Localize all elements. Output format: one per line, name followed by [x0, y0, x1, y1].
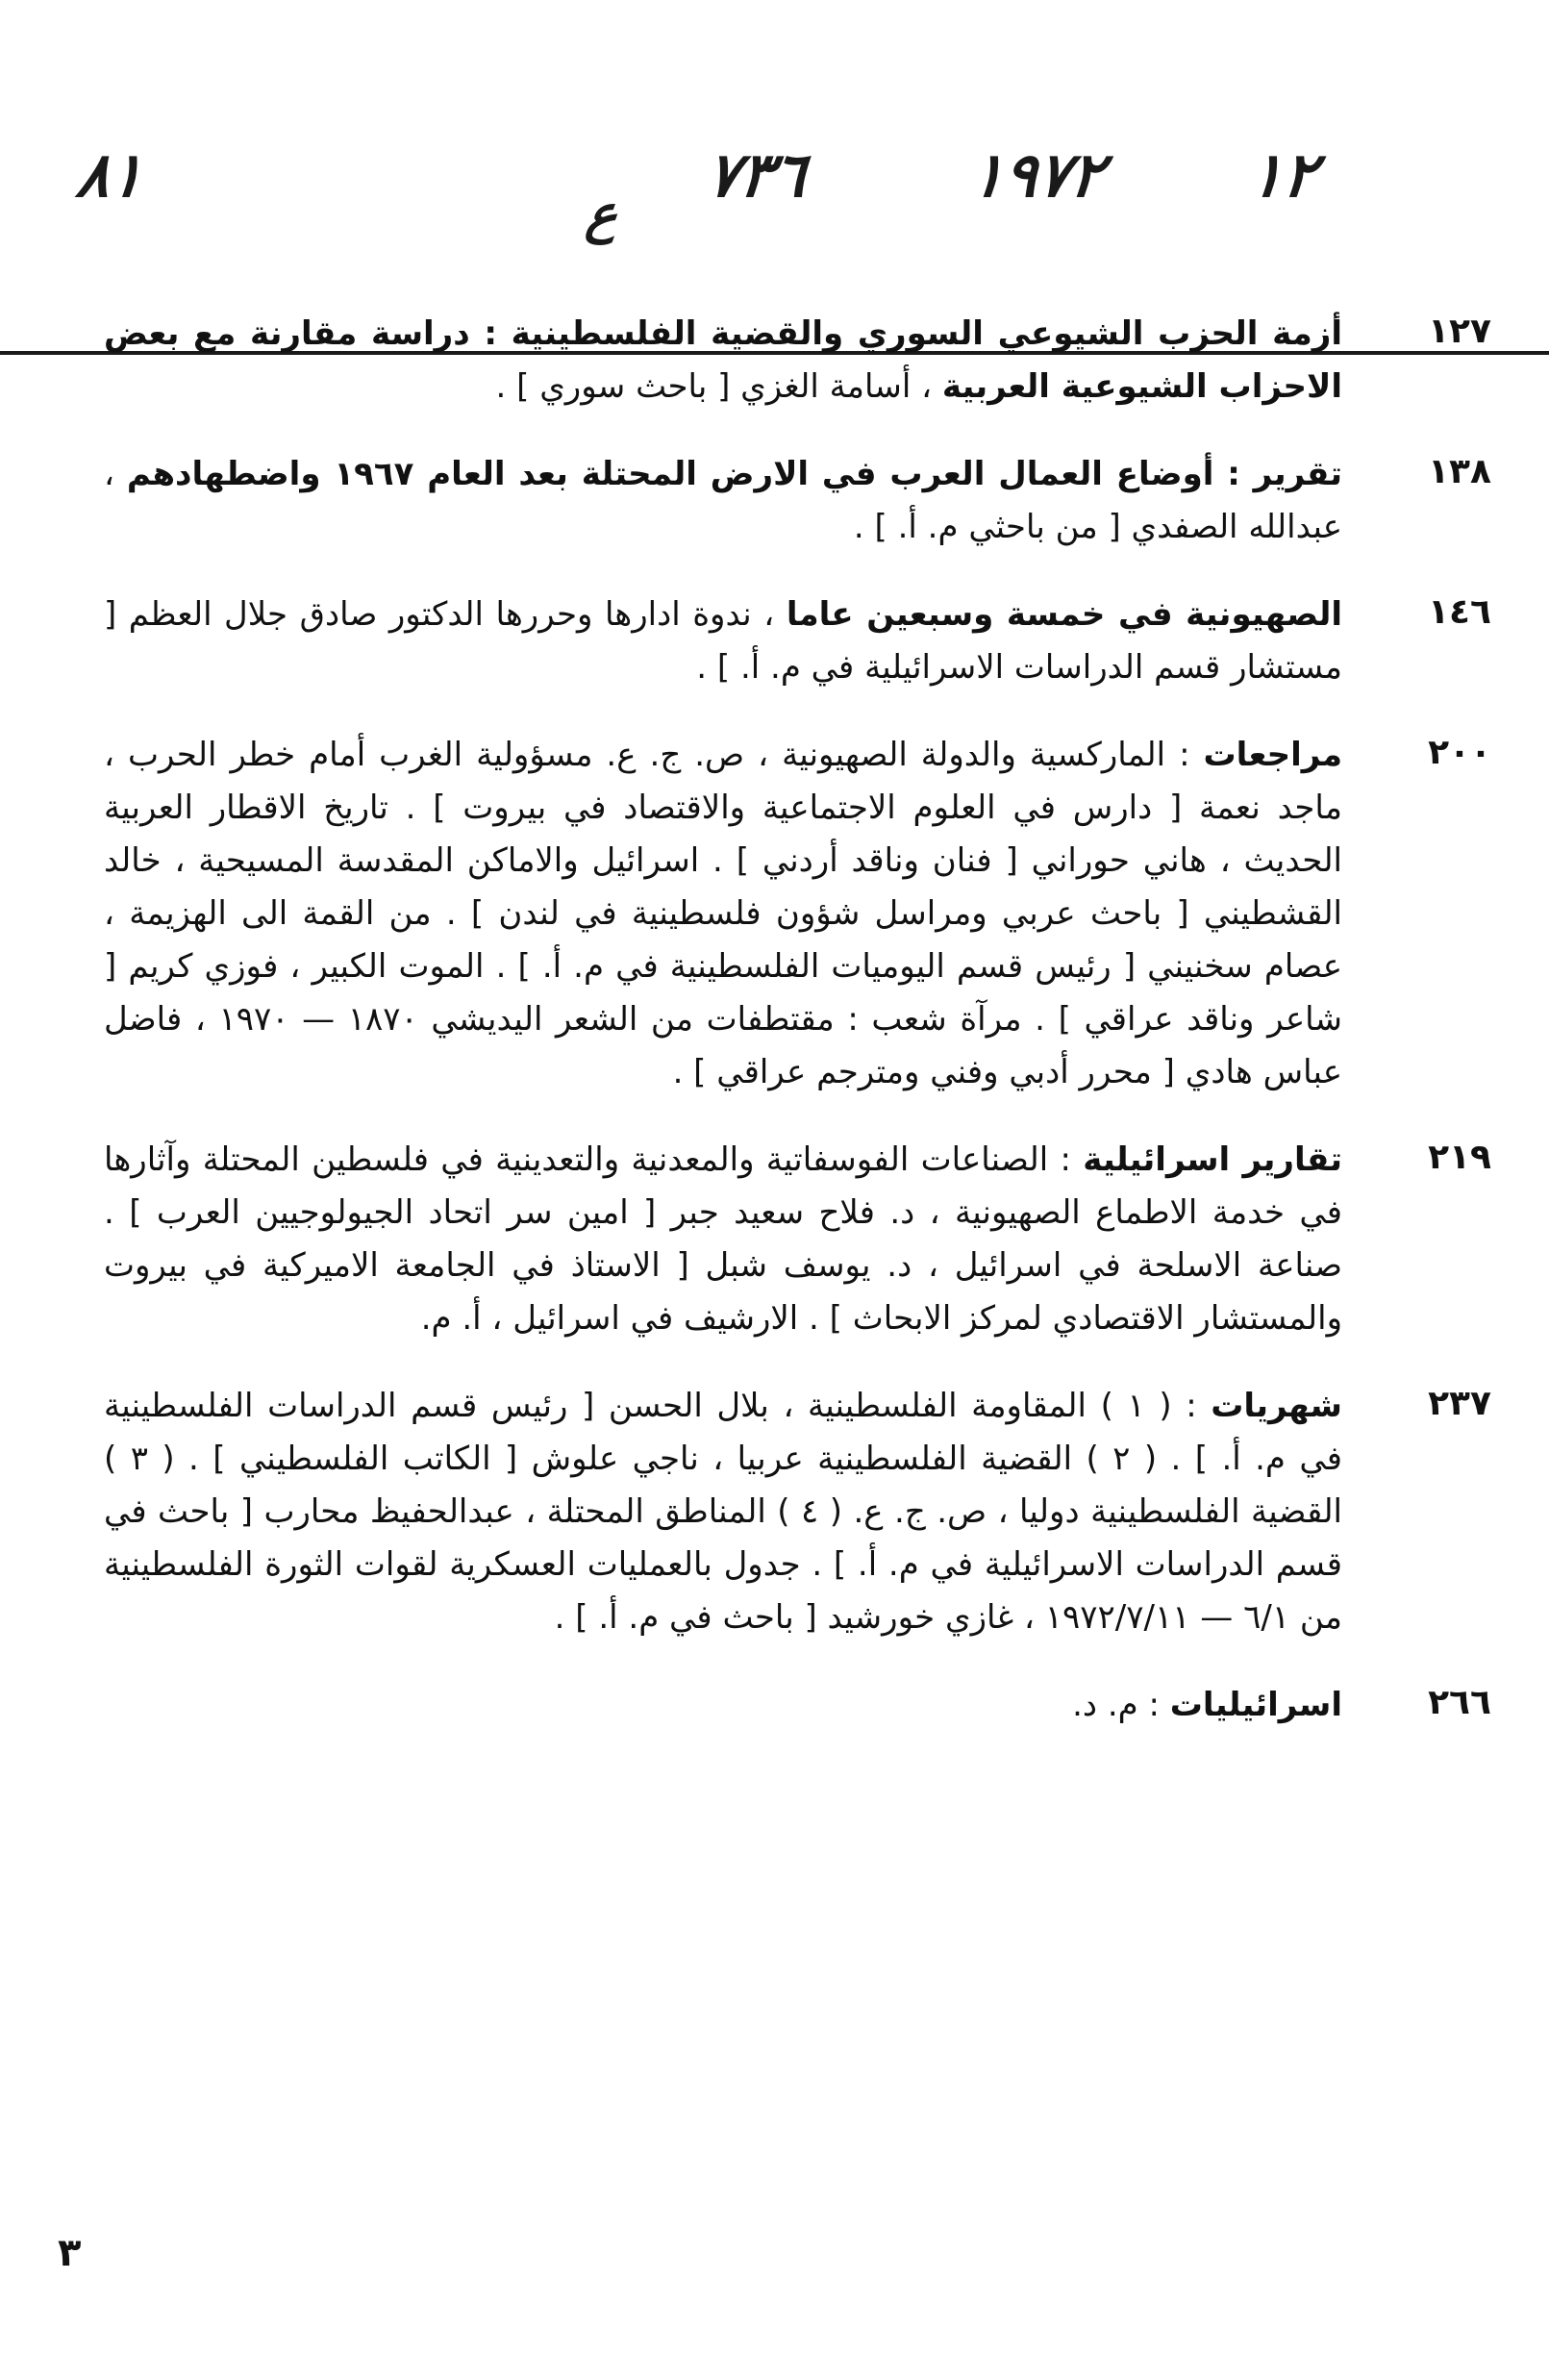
- entry-title: شهريات: [1211, 1387, 1342, 1425]
- entry-title: أزمة الحزب الشيوعي السوري والقضية الفلسطينية : دراسة مقارنة مع بعض الاحزاب الشيوعية العربية: [104, 314, 1342, 406]
- entry-page-number: ١٤٦: [1428, 592, 1491, 632]
- entry-body: ، ندوة ادارها وحررها الدكتور صادق جلال العظم [ مستشار قسم الدراسات الاسرائيلية في م. أ. ] .: [104, 595, 1342, 687]
- entry-body: : الصناعات الفوسفاتية والمعدنية والتعدينية في فلسطين المحتلة وآثارها في خدمة الاطماع الصهيونية ، د. فلاح سعيد جبر [ امين سر اتحاد الجيولوجيين العرب ] . صناعة الاسلحة في اسرائيل ، د. يوسف شبل [ الاستاذ في الجامعة الاميركية في بيروت والمستشار الاقتصادي لمركز الابحاث ] . الارشيف في اسرائيل ، أ. م.: [104, 1140, 1342, 1338]
- handwritten-header: [0, 111, 1549, 245]
- handwritten-note: ع: [583, 183, 621, 244]
- handwritten-note: ١٢: [1246, 139, 1320, 212]
- entry-body: ، أسامة الغزي [ باحث سوري ] .: [495, 367, 933, 406]
- entry-text: [104, 308, 1342, 413]
- entry-title: تقرير : أوضاع العمال العرب في الارض المحتلة بعد العام ١٩٦٧ واضطهادهم: [126, 455, 1342, 493]
- toc-entry: [0, 729, 1549, 1099]
- entry-title: تقارير اسرائيلية: [1083, 1140, 1342, 1179]
- entry-text: [104, 1380, 1342, 1644]
- entry-text: [104, 1134, 1342, 1345]
- toc-entry: [0, 1134, 1549, 1345]
- entry-body: : ( ١ ) المقاومة الفلسطينية ، بلال الحسن [ رئيس قسم الدراسات الفلسطينية في م. أ. ] . ( ٢ ) القضية الفلسطينية عربيا ، ناجي علوش [ الكاتب الفلسطيني ] . ( ٣ ) القضية الفلسطينية دوليا ، ص. ج. ع. ( ٤ ) المناطق المحتلة ، عبدالحفيظ محارب [ باحث في قسم الدراسات الاسرائيلية في م. أ. ] . جدول بالعمليات العسكرية لقوات الثورة الفلسطينية من ٦/١ — ١٩٧٢/٧/١١ ، غازي خورشيد [ باحث في م. أ. ] .: [104, 1387, 1342, 1637]
- toc-entry: [0, 1380, 1549, 1644]
- entry-body: : الماركسية والدولة الصهيونية ، ص. ج. ع. مسؤولية الغرب أمام خطر الحرب ، ماجد نعمة [ دارس في العلوم الاجتماعية والاقتصاد في بيروت ] . تاريخ الاقطار العربية الحديث ، هاني حوراني [ فنان وناقد أردني ] . اسرائيل والاماكن المقدسة المسيحية ، خالد القشطيني [ باحث عربي ومراسل شؤون فلسطينية في لندن ] . من القمة الى الهزيمة ، عصام سخنيني [ رئيس قسم اليوميات الفلسطينية في م. أ. ] . الموت الكبير ، فوزي كريم [ شاعر وناقد عراقي ] . مرآة شعب : مقتطفات من الشعر اليديشي ١٨٧٠ — ١٩٧٠ ، فاضل عباس هادي [ محرر أدبي وفني ومترجم عراقي ] .: [104, 736, 1342, 1091]
- entry-page-number: ٢٠٠: [1428, 733, 1491, 772]
- entry-page-number: ٢٦٦: [1428, 1683, 1491, 1722]
- page-number: ٣: [58, 2231, 82, 2275]
- entry-text: [104, 448, 1342, 554]
- toc-entry: [0, 448, 1549, 554]
- entry-page-number: ٢٣٧: [1428, 1384, 1491, 1423]
- toc-entry: [0, 308, 1549, 413]
- entry-page-number: ١٢٧: [1428, 312, 1491, 351]
- entry-title: اسرائيليات: [1169, 1686, 1342, 1724]
- handwritten-note: ١٩٧٢: [967, 139, 1108, 212]
- entry-page-number: ١٣٨: [1428, 452, 1491, 491]
- toc-entry: [0, 589, 1549, 694]
- entry-title: الصهيونية في خمسة وسبعين عاما: [786, 595, 1343, 634]
- entry-title: مراجعات: [1203, 736, 1342, 774]
- entry-text: [104, 1679, 1342, 1732]
- table-of-contents: [0, 308, 1549, 1766]
- entry-page-number: ٢١٩: [1428, 1138, 1491, 1177]
- entry-body: : م. د.: [1072, 1686, 1160, 1724]
- entry-text: [104, 729, 1342, 1099]
- toc-entry: [0, 1679, 1549, 1732]
- handwritten-note: ٧٣٦: [703, 139, 811, 212]
- entry-body: ، عبدالله الصفدي [ من باحثي م. أ. ] .: [104, 455, 1342, 546]
- entry-text: [104, 589, 1342, 694]
- handwritten-note: ٨١: [73, 139, 147, 212]
